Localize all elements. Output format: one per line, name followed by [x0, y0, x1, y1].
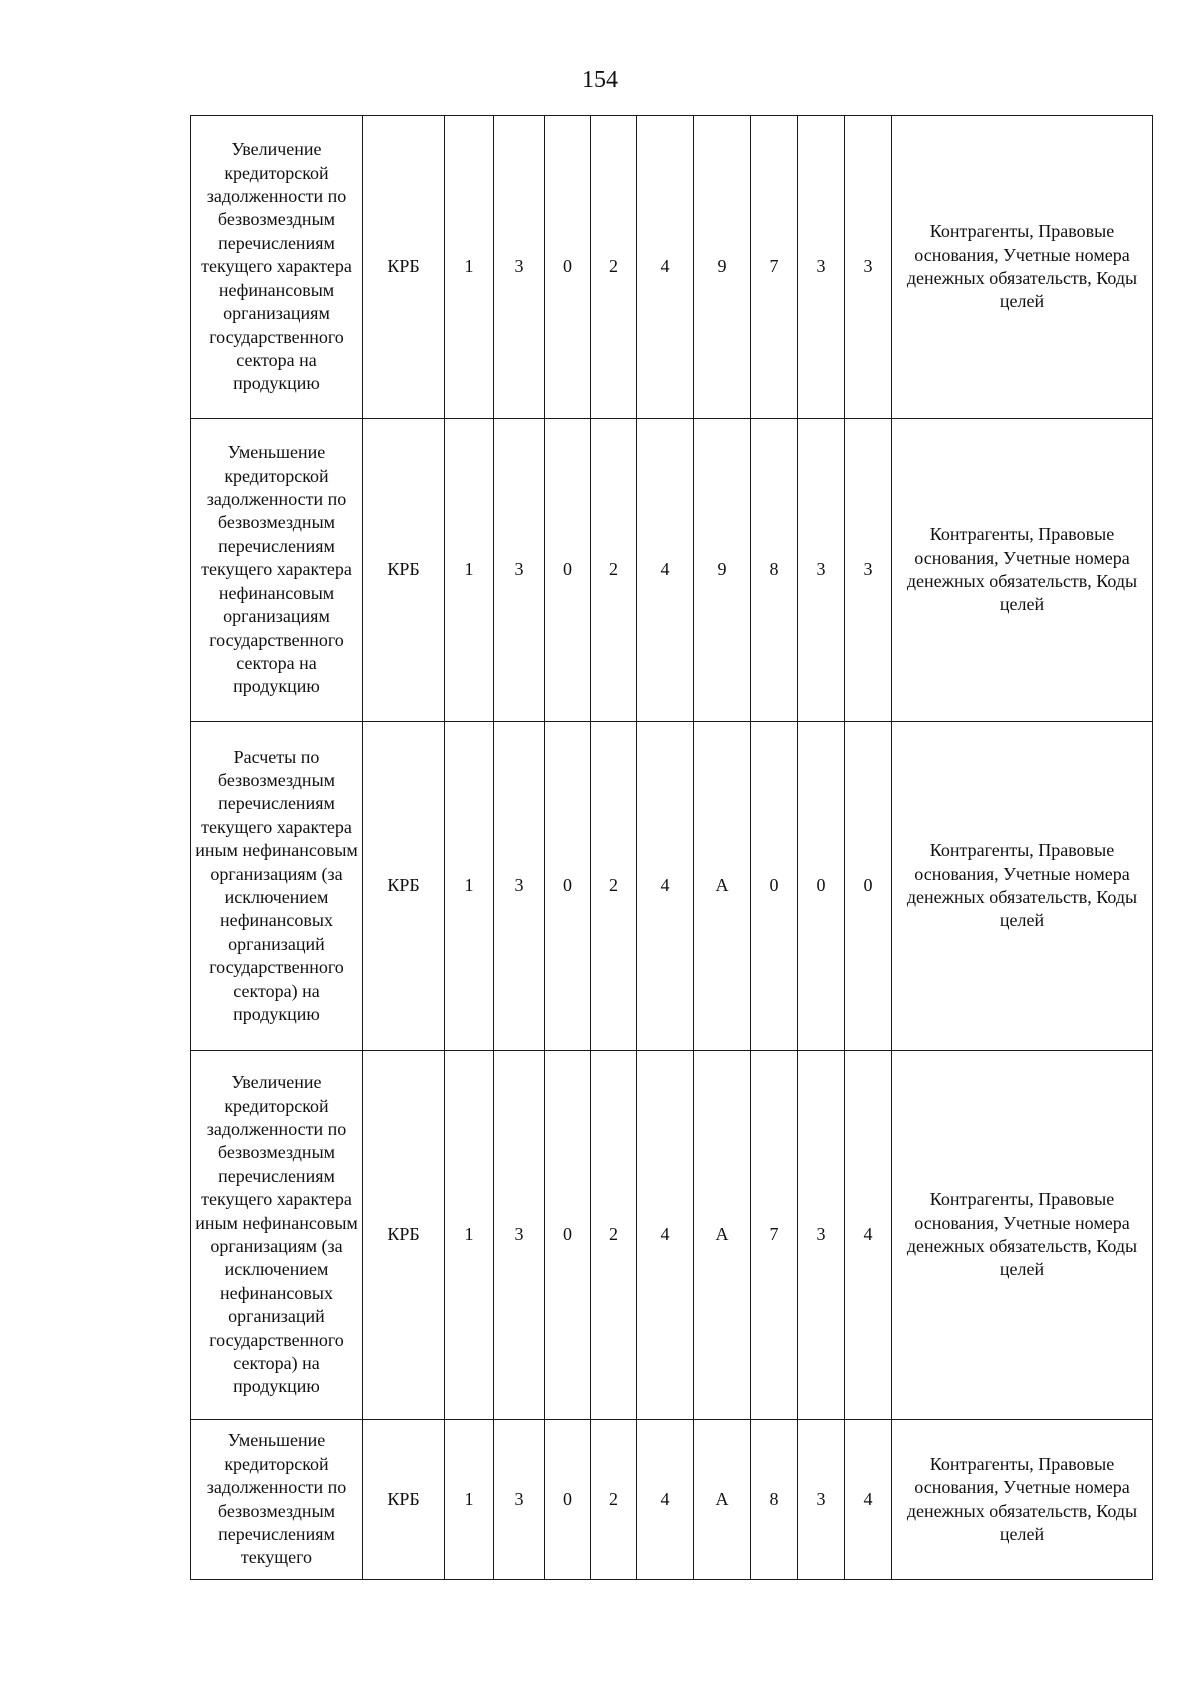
operation-name-cell [191, 1051, 363, 1420]
page-number-text: 154 [582, 67, 618, 93]
operation-name-cell [191, 116, 363, 419]
digit-cell: 1 [445, 722, 494, 1051]
digit-cell: 3 [845, 419, 892, 722]
analytics-cell [892, 116, 1153, 419]
digit-cell: 4 [637, 419, 694, 722]
digit-cell: 8 [751, 1420, 798, 1580]
digit-cell: 0 [545, 722, 591, 1051]
digit-cell: 0 [545, 116, 591, 419]
table-row [191, 1420, 1153, 1580]
code-cell: КРБ [363, 722, 445, 1051]
analytics-cell [892, 1420, 1153, 1580]
digit-cell: 7 [751, 1051, 798, 1420]
code-cell: КРБ [363, 419, 445, 722]
digit-cell: 4 [845, 1051, 892, 1420]
digit-cell: 0 [545, 419, 591, 722]
digit-cell: 4 [637, 1420, 694, 1580]
digit-cell: 2 [591, 1051, 637, 1420]
analytics-cell [892, 722, 1153, 1051]
page-number [0, 66, 1200, 94]
analytics-text: Контрагенты, Правовые основания, Учетные номера денежных обязательств, Коды целей [906, 524, 1138, 615]
digit-cell: 1 [445, 116, 494, 419]
operation-name-cell [191, 419, 363, 722]
digit-cell: 3 [798, 1051, 845, 1420]
analytics-text: Контрагенты, Правовые основания, Учетные номера денежных обязательств, Коды целей [906, 221, 1138, 312]
operation-name: Расчеты по безвозмездным перечислениям текущего характера иным нефинансовым организациям (за исключением нефинансовых организаций государственного сектора) на продукцию [195, 746, 358, 1025]
operation-name-cell [191, 722, 363, 1051]
digit-cell: 3 [494, 722, 545, 1051]
digit-cell: 1 [445, 419, 494, 722]
digit-cell: 3 [494, 1420, 545, 1580]
digit-cell: А [694, 1420, 751, 1580]
digit-cell: 3 [798, 1420, 845, 1580]
code-cell: КРБ [363, 1420, 445, 1580]
digit-cell: 8 [751, 419, 798, 722]
operation-name: Увеличение кредиторской задолженности по безвозмездным перечислениям текущего характера иным нефинансовым организациям (за исключением нефинансовых организаций государственного сектора) на продукцию [195, 1072, 358, 1397]
digit-cell: 4 [845, 1420, 892, 1580]
digit-cell: 4 [637, 1051, 694, 1420]
digit-cell: 3 [798, 419, 845, 722]
digit-cell: 0 [545, 1051, 591, 1420]
digit-cell: 0 [798, 722, 845, 1051]
accounts-table [190, 115, 1153, 1580]
table-row [191, 722, 1153, 1051]
analytics-cell [892, 1051, 1153, 1420]
digit-cell: 3 [494, 1051, 545, 1420]
digit-cell: 3 [845, 116, 892, 419]
digit-cell: 1 [445, 1051, 494, 1420]
table-row [191, 1051, 1153, 1420]
digit-cell: 4 [637, 722, 694, 1051]
digit-cell: 1 [445, 1420, 494, 1580]
digit-cell: 2 [591, 1420, 637, 1580]
code-cell: КРБ [363, 116, 445, 419]
operation-name: Увеличение кредиторской задолженности по безвозмездным перечислениям текущего характера нефинансовым организациям государственного сектора на продукцию [201, 139, 352, 394]
digit-cell: 3 [494, 419, 545, 722]
digit-cell: 4 [637, 116, 694, 419]
analytics-text: Контрагенты, Правовые основания, Учетные номера денежных обязательств, Коды целей [906, 1453, 1138, 1544]
analytics-text: Контрагенты, Правовые основания, Учетные номера денежных обязательств, Коды целей [906, 1189, 1138, 1280]
operation-name: Уменьшение кредиторской задолженности по безвозмездным перечислениям текущего [206, 1430, 347, 1568]
digit-cell: 7 [751, 116, 798, 419]
code-cell: КРБ [363, 1051, 445, 1420]
digit-cell: А [694, 722, 751, 1051]
digit-cell: 9 [694, 116, 751, 419]
table-row [191, 419, 1153, 722]
operation-name-cell [191, 1420, 363, 1580]
digit-cell: 3 [494, 116, 545, 419]
digit-cell: 9 [694, 419, 751, 722]
digit-cell: 0 [545, 1420, 591, 1580]
digit-cell: 3 [798, 116, 845, 419]
operation-name: Уменьшение кредиторской задолженности по безвозмездным перечислениям текущего характера нефинансовым организациям государственного сектора на продукцию [201, 442, 352, 697]
analytics-cell [892, 419, 1153, 722]
digit-cell: А [694, 1051, 751, 1420]
digit-cell: 0 [751, 722, 798, 1051]
digit-cell: 2 [591, 722, 637, 1051]
table-row [191, 116, 1153, 419]
digit-cell: 0 [845, 722, 892, 1051]
analytics-text: Контрагенты, Правовые основания, Учетные номера денежных обязательств, Коды целей [906, 840, 1138, 931]
digit-cell: 2 [591, 116, 637, 419]
digit-cell: 2 [591, 419, 637, 722]
